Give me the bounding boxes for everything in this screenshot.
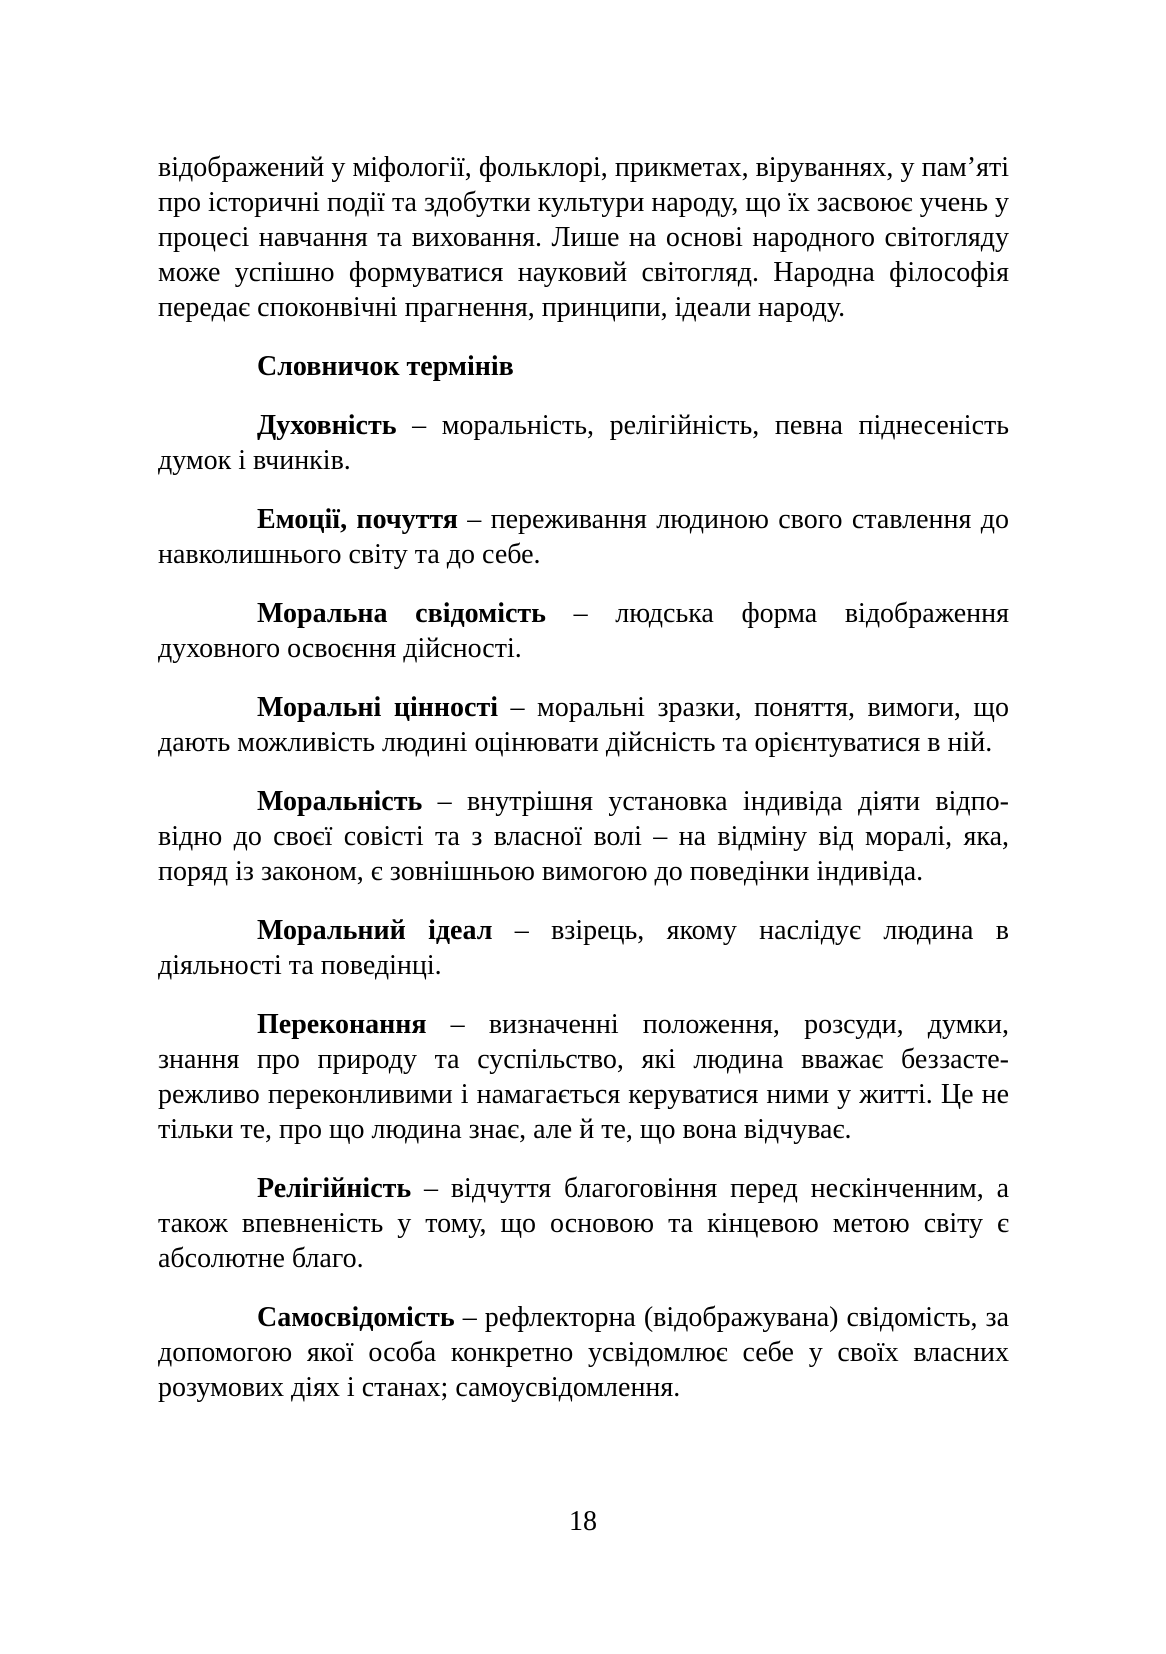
glossary-entry-relihiinist: [158, 1171, 1009, 1276]
glossary-definition: – взірець, якому наслідує людина в діяльності та поведінці.: [158, 915, 1009, 981]
intro-paragraph: відображений у міфології, фольклорі, прикметах, віруваннях, у пам’яті про історичні події та здобутки культури народу, що їх засвоює учень у процесі навчання та виховання. Лише на основі народного світогляду може успішно формуватися науковий світогляд. Народна філософія передає споконвічні прагнення, принципи, ідеали народу.: [158, 152, 1009, 323]
glossary-definition: – відчуття благоговіння перед нескінченним, а також впевненість у тому, що основою та кінцевою метою світу є абсолютне благо.: [158, 1173, 1009, 1274]
glossary-term: Моральність: [257, 786, 423, 817]
page-number: 18: [569, 1506, 597, 1537]
page-content: [158, 150, 1009, 1429]
glossary-heading: Словничок термінів: [257, 351, 514, 382]
glossary-entry-perekonannia: [158, 1007, 1009, 1147]
glossary-term: Самосвідомість: [257, 1302, 455, 1333]
glossary-entry-moralnist: [158, 784, 1009, 889]
glossary-term: Релігійність: [257, 1173, 412, 1204]
glossary-definition: – рефлекторна (відображувана) свідомість, за допомогою якої особа конкретно усвідомлює себе у своїх власних розумових діях і станах; самоусвідомлення.: [158, 1302, 1009, 1403]
glossary-entry-moralna-svidomist: [158, 596, 1009, 666]
glossary-definition: – людська форма відображення духовного освоєння дійсності.: [158, 598, 1009, 664]
glossary-term: Переконання: [257, 1009, 427, 1040]
glossary-entry-moralnyi-ideal: [158, 913, 1009, 983]
glossary-entry-emotsii-pochuttia: [158, 502, 1009, 572]
glossary-definition: – моральність, релігійність, певна піднесеність думок і вчинків.: [158, 410, 1009, 476]
glossary-entry-moralni-tsinnosti: [158, 690, 1009, 760]
glossary-term: Духовність: [257, 410, 397, 441]
glossary-entry-dukhovnist: [158, 408, 1009, 478]
glossary-term: Моральні цінності: [257, 692, 498, 723]
glossary-definition: – моральні зразки, поняття, вимоги, що дають можливість людині оцінювати дійсність та орієнтуватися в ній.: [158, 692, 1009, 758]
glossary-term: Моральний ідеал: [257, 915, 493, 946]
glossary-definition: – переживання людиною свого ставлення до навколишнього світу та до себе.: [158, 504, 1009, 570]
glossary-entry-samosvidomist: [158, 1300, 1009, 1405]
glossary-term: Емоції, почуття: [257, 504, 458, 535]
glossary-definition: – внутрішня установка індивіда діяти відповідно до своєї совісті та з власної волі – на відміну від моралі, яка, поряд із законом, є зовнішньою вимогою до поведінки індивіда.: [158, 786, 1009, 887]
glossary-term: Моральна свідомість: [257, 598, 546, 629]
glossary-definition: – визначенні положення, розсуди, думки, знання про природу та суспільство, які людина вважає беззастережливо переконливими і намагається керуватися ними у житті. Це не тільки те, про що людина знає, але й те, що вона відчуває.: [158, 1009, 1009, 1145]
